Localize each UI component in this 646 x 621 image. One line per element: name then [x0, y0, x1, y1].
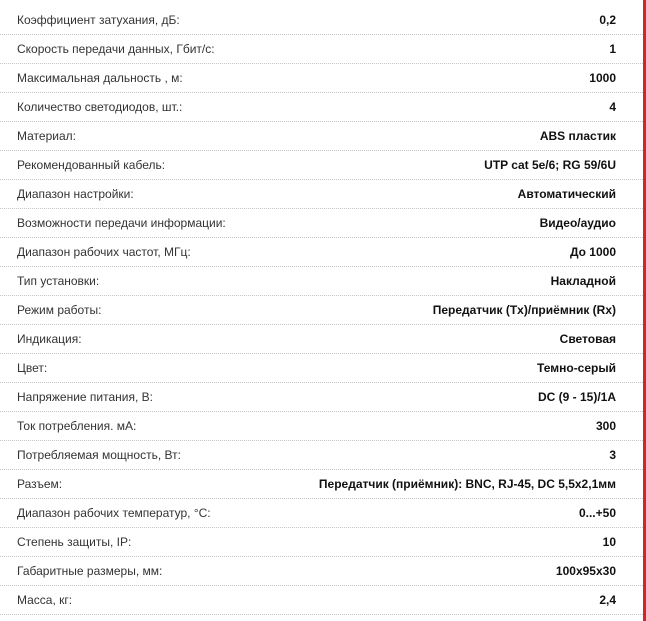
spec-label: Скорость передачи данных, Гбит/с:	[17, 42, 215, 56]
spec-row	[0, 151, 643, 180]
spec-label: Напряжение питания, В:	[17, 390, 153, 404]
spec-value: 0...+50	[578, 506, 616, 520]
spec-label: Разъем:	[17, 477, 63, 491]
spec-label: Количество светодиодов, шт.:	[17, 100, 183, 114]
spec-value: Накладной	[550, 274, 616, 288]
spec-label: Потребляемая мощность, Вт:	[17, 448, 181, 462]
spec-value: 0,2	[599, 13, 616, 27]
specifications-table	[0, 6, 643, 615]
spec-row	[0, 441, 643, 470]
spec-value: DC (9 - 15)/1A	[537, 390, 616, 404]
spec-value: 10	[602, 535, 616, 549]
spec-value: Видео/аудио	[539, 216, 616, 230]
spec-value: UTP cat 5e/6; RG 59/6U	[484, 158, 616, 172]
spec-row	[0, 412, 643, 441]
spec-row	[0, 470, 643, 499]
spec-value: 1000	[589, 71, 616, 85]
spec-row	[0, 354, 643, 383]
spec-label: Диапазон рабочих температур, °С:	[17, 506, 211, 520]
spec-value: Автоматический	[517, 187, 616, 201]
spec-row	[0, 325, 643, 354]
spec-row	[0, 209, 643, 238]
spec-label: Диапазон рабочих частот, МГц:	[17, 245, 191, 259]
spec-value: 2,4	[599, 593, 616, 607]
spec-label: Габаритные размеры, мм:	[17, 564, 163, 578]
spec-label: Тип установки:	[17, 274, 100, 288]
spec-row	[0, 122, 643, 151]
spec-value: Темно-серый	[536, 361, 616, 375]
spec-row	[0, 528, 643, 557]
spec-value: 4	[609, 100, 616, 114]
spec-label: Возможности передачи информации:	[17, 216, 226, 230]
spec-label: Индикация:	[17, 332, 82, 346]
spec-row	[0, 296, 643, 325]
spec-row	[0, 6, 643, 35]
spec-label: Ток потребления. мА:	[17, 419, 137, 433]
spec-value: 3	[609, 448, 616, 462]
spec-label: Степень защиты, IP:	[17, 535, 132, 549]
spec-row	[0, 93, 643, 122]
spec-value: Световая	[559, 332, 616, 346]
spec-label: Масса, кг:	[17, 593, 73, 607]
spec-value: ABS пластик	[539, 129, 616, 143]
spec-label: Цвет:	[17, 361, 48, 375]
spec-row	[0, 64, 643, 93]
spec-row	[0, 557, 643, 586]
spec-label: Рекомендованный кабель:	[17, 158, 166, 172]
spec-value: 100х95х30	[555, 564, 616, 578]
spec-row	[0, 499, 643, 528]
spec-value: 1	[609, 42, 616, 56]
spec-label: Диапазон настройки:	[17, 187, 134, 201]
spec-row	[0, 586, 643, 615]
spec-label: Материал:	[17, 129, 76, 143]
spec-value: Передатчик (Tx)/приёмник (Rx)	[432, 303, 616, 317]
spec-value: 300	[595, 419, 616, 433]
spec-value: До 1000	[569, 245, 616, 259]
spec-label: Максимальная дальность , м:	[17, 71, 183, 85]
spec-row	[0, 180, 643, 209]
spec-row	[0, 238, 643, 267]
spec-label: Коэффициент затухания, дБ:	[17, 13, 180, 27]
spec-label: Режим работы:	[17, 303, 102, 317]
spec-row	[0, 35, 643, 64]
spec-row	[0, 383, 643, 412]
spec-value: Передатчик (приёмник): BNC, RJ-45, DC 5,5х2,1мм	[318, 477, 616, 491]
spec-row	[0, 267, 643, 296]
